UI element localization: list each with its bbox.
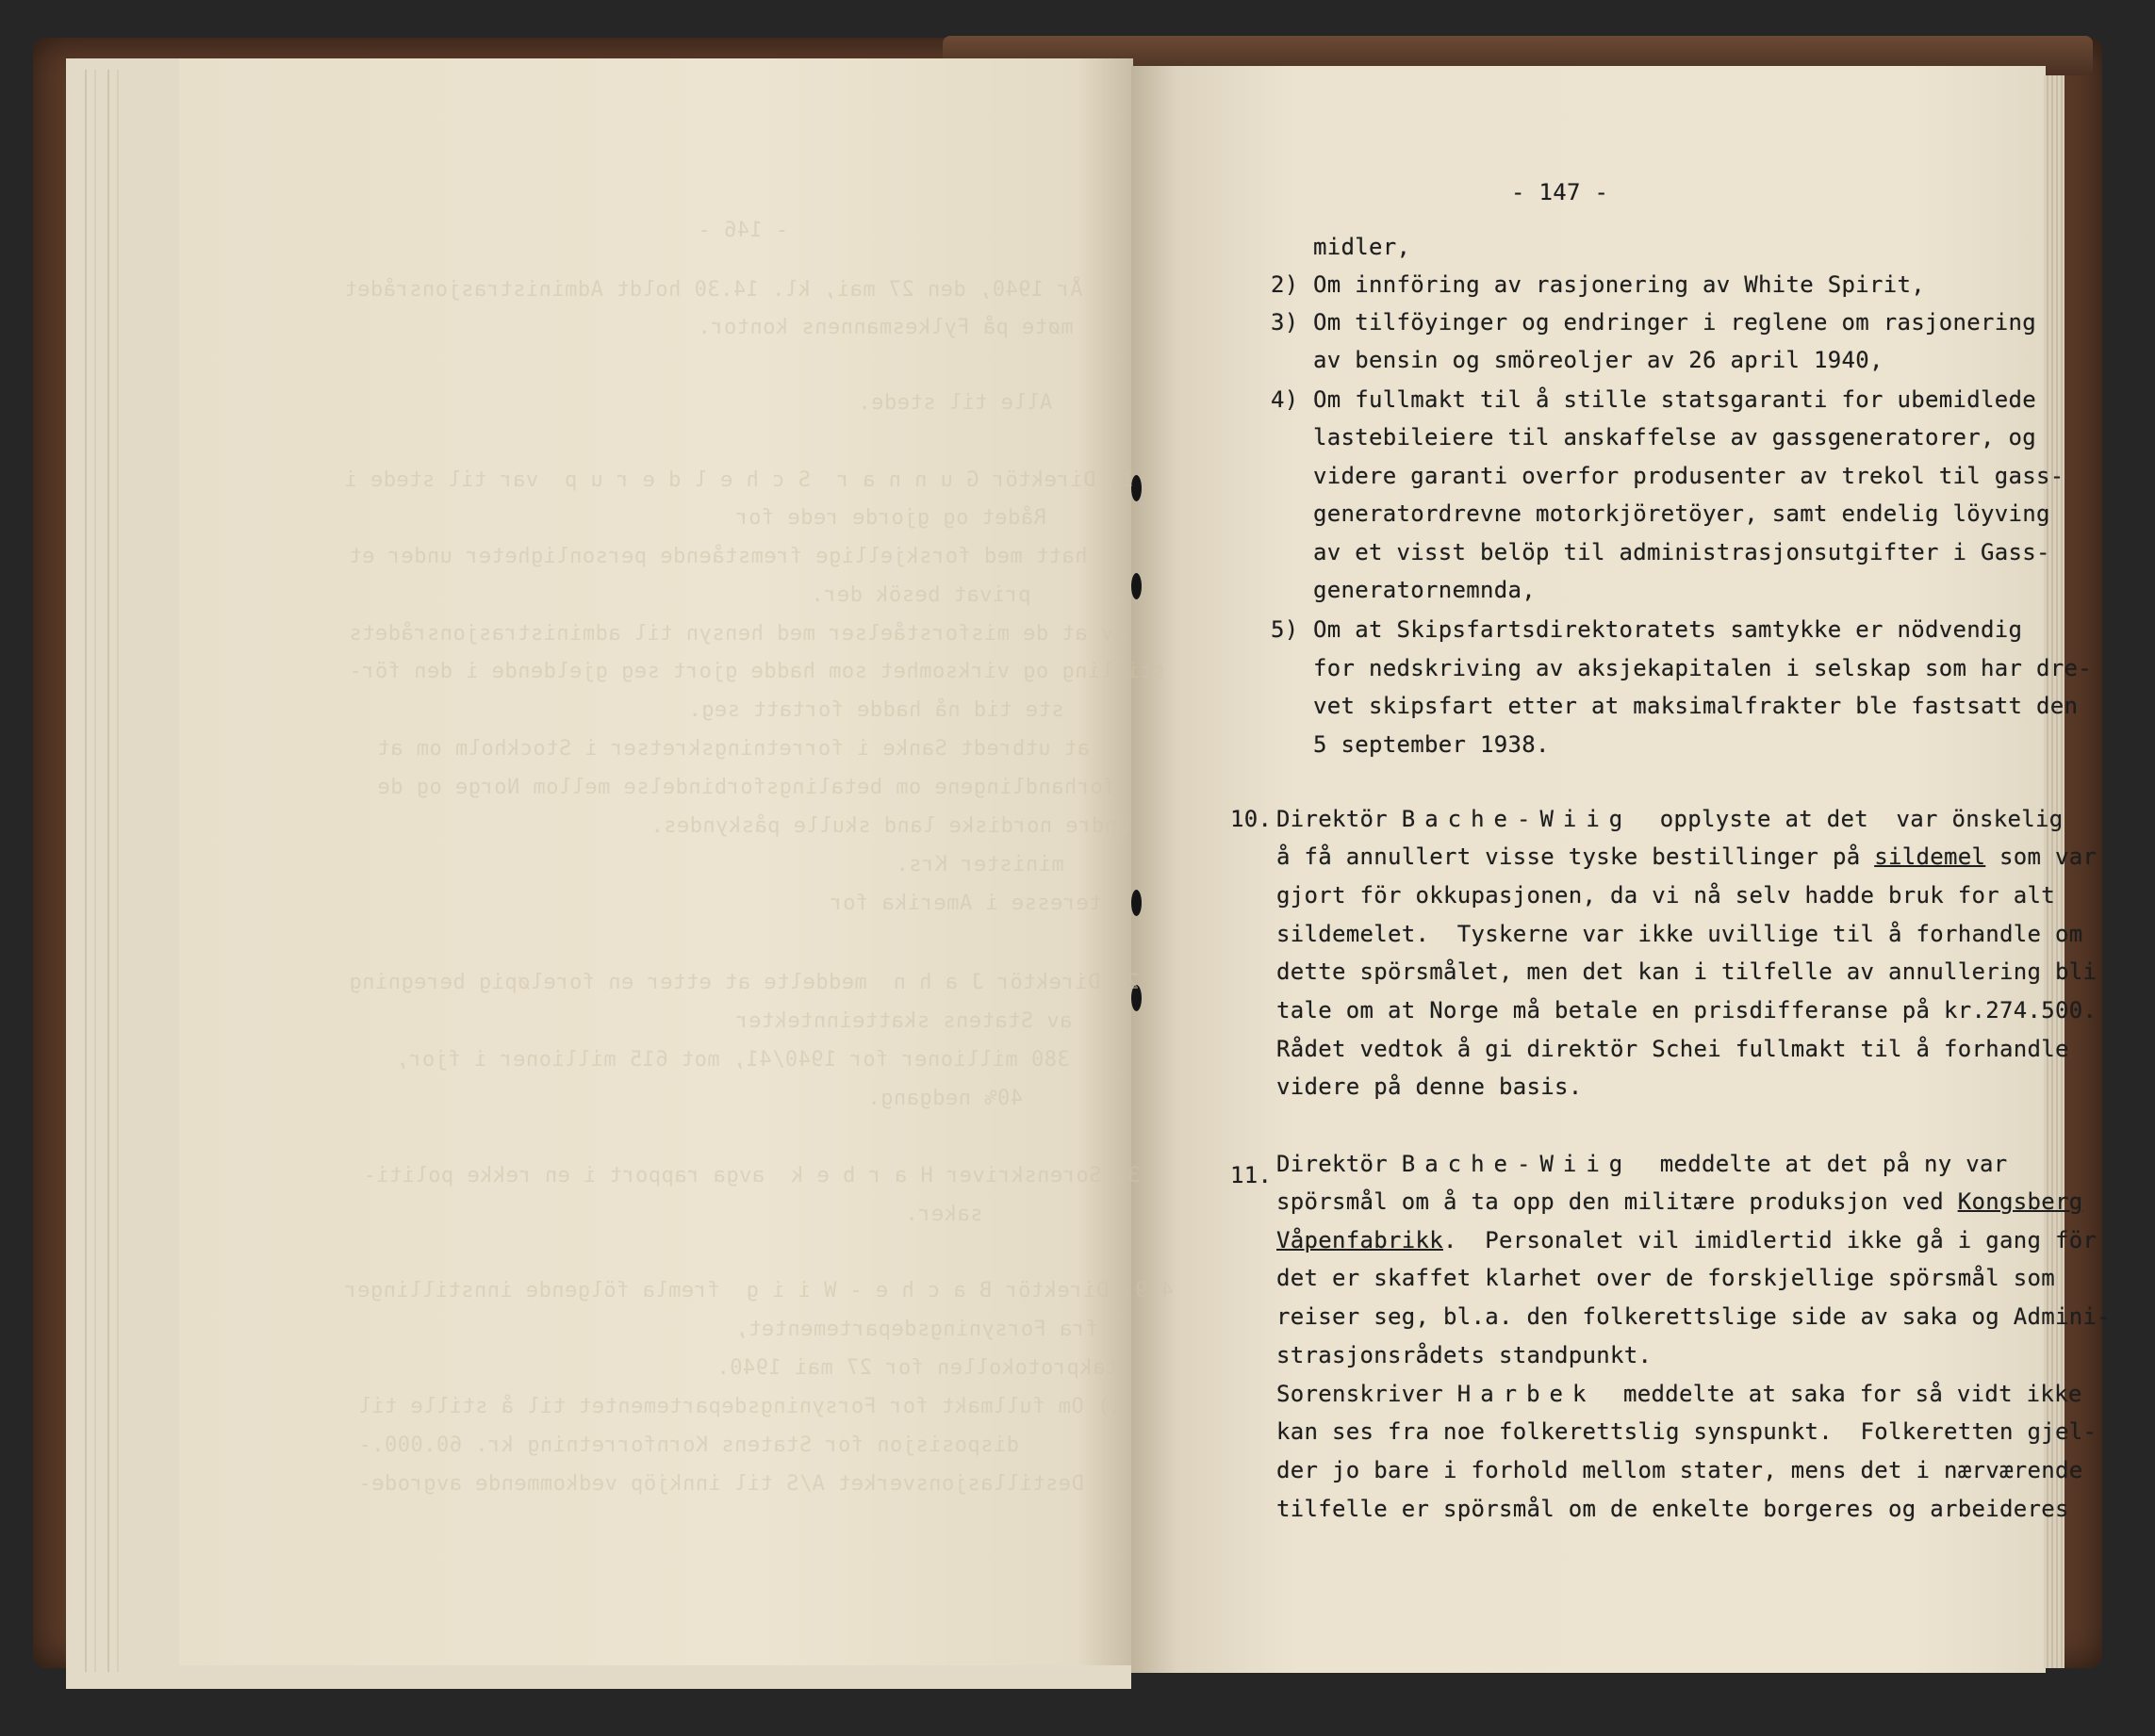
text-line: Om tilföyinger og endringer i reglene om rasjonering bbox=[1313, 309, 2036, 336]
text-line: strasjonsrådets standpunkt. bbox=[1276, 1342, 1653, 1368]
ghost-line: År 1940, den 27 mai, kl. 14.30 holdt Administrasjonsrådet bbox=[344, 278, 1083, 302]
list-number: 5) bbox=[1271, 616, 1299, 643]
text-line: det er skaffet klarhet over de forskjellige spörsmål som bbox=[1276, 1265, 2055, 1291]
ghost-line: 4-9. Direktör B a c h e - W i i g fremla fölgende innstillinger bbox=[344, 1279, 1174, 1302]
text-line: tale om at Norge må betale en prisdifferanse på kr.274.500. bbox=[1276, 997, 2097, 1024]
ghost-line: disposisjon for Statens Kornforretning kr. 60.000.- bbox=[358, 1433, 1020, 1457]
text-line: videre på denne basis. bbox=[1276, 1073, 1583, 1100]
ghost-line: takprotokollen for 27 mai 1940. bbox=[716, 1356, 1119, 1380]
text-line: generatordrevne motorkjöretöyer, samt endelig löyving bbox=[1313, 500, 2050, 527]
text-span: Direktör bbox=[1276, 806, 1402, 832]
text-line: Om innföring av rasjonering av White Spirit, bbox=[1313, 271, 1925, 298]
binding-hole bbox=[1131, 573, 1142, 599]
name-spaced: Harbek bbox=[1456, 1381, 1596, 1407]
ghost-line: 1. Direktör G u n n a r S c h e l d e r u p var til stede i bbox=[344, 468, 1135, 492]
text-span: . Personalet vil imidlertid ikke gå i gang för bbox=[1443, 1227, 2097, 1253]
text-span: meddelte at det på ny var bbox=[1632, 1151, 2008, 1177]
text-line: kan ses fra noe folkerettslig synspunkt. Folkeretten gjel- bbox=[1276, 1418, 2097, 1445]
text-span: opplyste at det var önskelig bbox=[1632, 806, 2064, 832]
ghost-line: av Statens skatteinntekter bbox=[735, 1009, 1073, 1033]
text-line: tilfelle er spörsmål om de enkelte borgeres og arbeideres bbox=[1276, 1496, 2069, 1522]
text-line: 5 september 1938. bbox=[1313, 731, 1550, 758]
ghost-line: stilling og virksomhet som hadde gjort seg gjeldende i den för- bbox=[349, 660, 1165, 683]
ghost-line: Rådet og gjorde rede for bbox=[735, 506, 1046, 530]
text-line: reiser seg, bl.a. den folkerettslige side av saka og Admini- bbox=[1276, 1303, 2111, 1330]
binding-hole bbox=[1131, 890, 1142, 916]
ghost-line: 2. Direktör J a h n meddelte at etter en foreløpig beregning bbox=[349, 971, 1140, 994]
text-line: lastebileiere til anskaffelse av gassgeneratorer, og bbox=[1313, 424, 2036, 450]
text-line: vet skipsfart etter at maksimalfrakter ble fastsatt den bbox=[1313, 693, 2079, 719]
name-spaced: Bache-Wiig bbox=[1401, 806, 1633, 832]
list-number: 2) bbox=[1271, 271, 1299, 298]
text-line: der jo bare i forhold mellom stater, mens det i nærværende bbox=[1276, 1457, 2083, 1483]
text-line bbox=[1276, 1383, 2082, 1405]
text-span: meddelte at saka for så vidt ikke bbox=[1595, 1381, 2082, 1407]
point-number: 11. bbox=[1230, 1162, 1273, 1188]
text-line: Om fullmakt til å stille statsgaranti for ubemidlede bbox=[1313, 386, 2036, 413]
underlined-term: Våpenfabrikk bbox=[1276, 1227, 1443, 1253]
ghost-line: at utbredt Sanke i forretningskretser i Stockholm om at bbox=[377, 737, 1090, 761]
text-line: av et visst belöp til administrasjonsutgifter i Gass- bbox=[1313, 539, 2050, 565]
list-number: 3) bbox=[1271, 309, 1299, 336]
text-line bbox=[1276, 808, 2063, 830]
underlined-term: sildemel bbox=[1874, 843, 1986, 870]
text-line: midler, bbox=[1313, 234, 1411, 260]
ghost-line: 1) Om fullmakt for Forsyningsdepartementet til å stille til bbox=[358, 1395, 1123, 1418]
text-line: Om at Skipsfartsdirektoratets samtykke er nödvendig bbox=[1313, 616, 2023, 643]
name-spaced: Bache-Wiig bbox=[1401, 1151, 1633, 1177]
text-line: videre garanti overfor produsenter av trekol til gass- bbox=[1313, 463, 2065, 489]
text-line bbox=[1276, 1229, 2097, 1252]
text-span: Direktör bbox=[1276, 1151, 1402, 1177]
text-line bbox=[1276, 1190, 2082, 1213]
ghost-line: saker. bbox=[905, 1203, 983, 1226]
text-line: dette spörsmålet, men det kan i tilfelle av annullering bli bbox=[1276, 958, 2097, 985]
ghost-line: 40% nedgang. bbox=[867, 1087, 1023, 1110]
ghost-line: ste tid nå hadde fortatt seg. bbox=[688, 698, 1064, 722]
ghost-line: minister Krs. bbox=[896, 853, 1064, 876]
text-line: for nedskriving av aksjekapitalen i selskap som har dre- bbox=[1313, 655, 2092, 681]
text-line bbox=[1276, 1153, 2007, 1175]
page-number: - 147 - bbox=[1511, 179, 1609, 205]
ghost-line: Alle til stede. bbox=[858, 391, 1053, 415]
underlined-term: Kongsberg bbox=[1957, 1188, 2083, 1215]
text-line: generatornemnda, bbox=[1313, 577, 1536, 603]
text-span: Sorenskriver bbox=[1276, 1381, 1457, 1407]
ghost-line: teresse i Amerika for bbox=[830, 892, 1102, 915]
ghost-line: 380 millioner for 1940/41, mot 615 millioner i fjor, bbox=[396, 1048, 1070, 1072]
text-line: gjort för okkupasjonen, da vi nå selv hadde bruk for alt bbox=[1276, 882, 2055, 909]
text-line: av bensin og smöreoljer av 26 april 1940, bbox=[1313, 347, 1884, 373]
ghost-line: hatt med forskjellige fremstående personligheter under et bbox=[349, 545, 1088, 568]
ghost-line: fra Forsyningsdepartementet, bbox=[735, 1318, 1098, 1341]
ghost-line: 3. Sorenskriver H a r b e k avga rapport i en rekke politi- bbox=[363, 1164, 1141, 1187]
list-number: 4) bbox=[1271, 386, 1299, 413]
ghost-line: - 146 - bbox=[698, 219, 789, 242]
text-span: som var bbox=[1985, 843, 2097, 870]
text-line: sildemelet. Tyskerne var ikke uvillige til å forhandle om bbox=[1276, 921, 2083, 947]
point-number: 10. bbox=[1230, 806, 1273, 832]
ghost-line: av at de misforståelser med hensyn til administrasjonsrådets bbox=[349, 622, 1127, 646]
ghost-line: forhandlingene om betalingsforbindelse mellom Norge og de bbox=[377, 776, 1116, 799]
ghost-line: privat besök der. bbox=[811, 583, 1031, 607]
ghost-line: andre nordiske land skulle påskyndes. bbox=[650, 814, 1130, 838]
text-span: å få annullert visse tyske bestillinger på bbox=[1276, 843, 1875, 870]
text-line bbox=[1276, 845, 2097, 868]
ghost-line: Destillasjonsverket A/S til innkjöp vedkommende avgrode- bbox=[358, 1472, 1084, 1496]
text-line: Rådet vedtok å gi direktör Schei fullmakt til å forhandle bbox=[1276, 1036, 2069, 1062]
ghost-line: møte på Fylkesmannens kontor. bbox=[698, 316, 1074, 339]
text-span: spörsmål om å ta opp den militære produksjon ved bbox=[1276, 1188, 1958, 1215]
